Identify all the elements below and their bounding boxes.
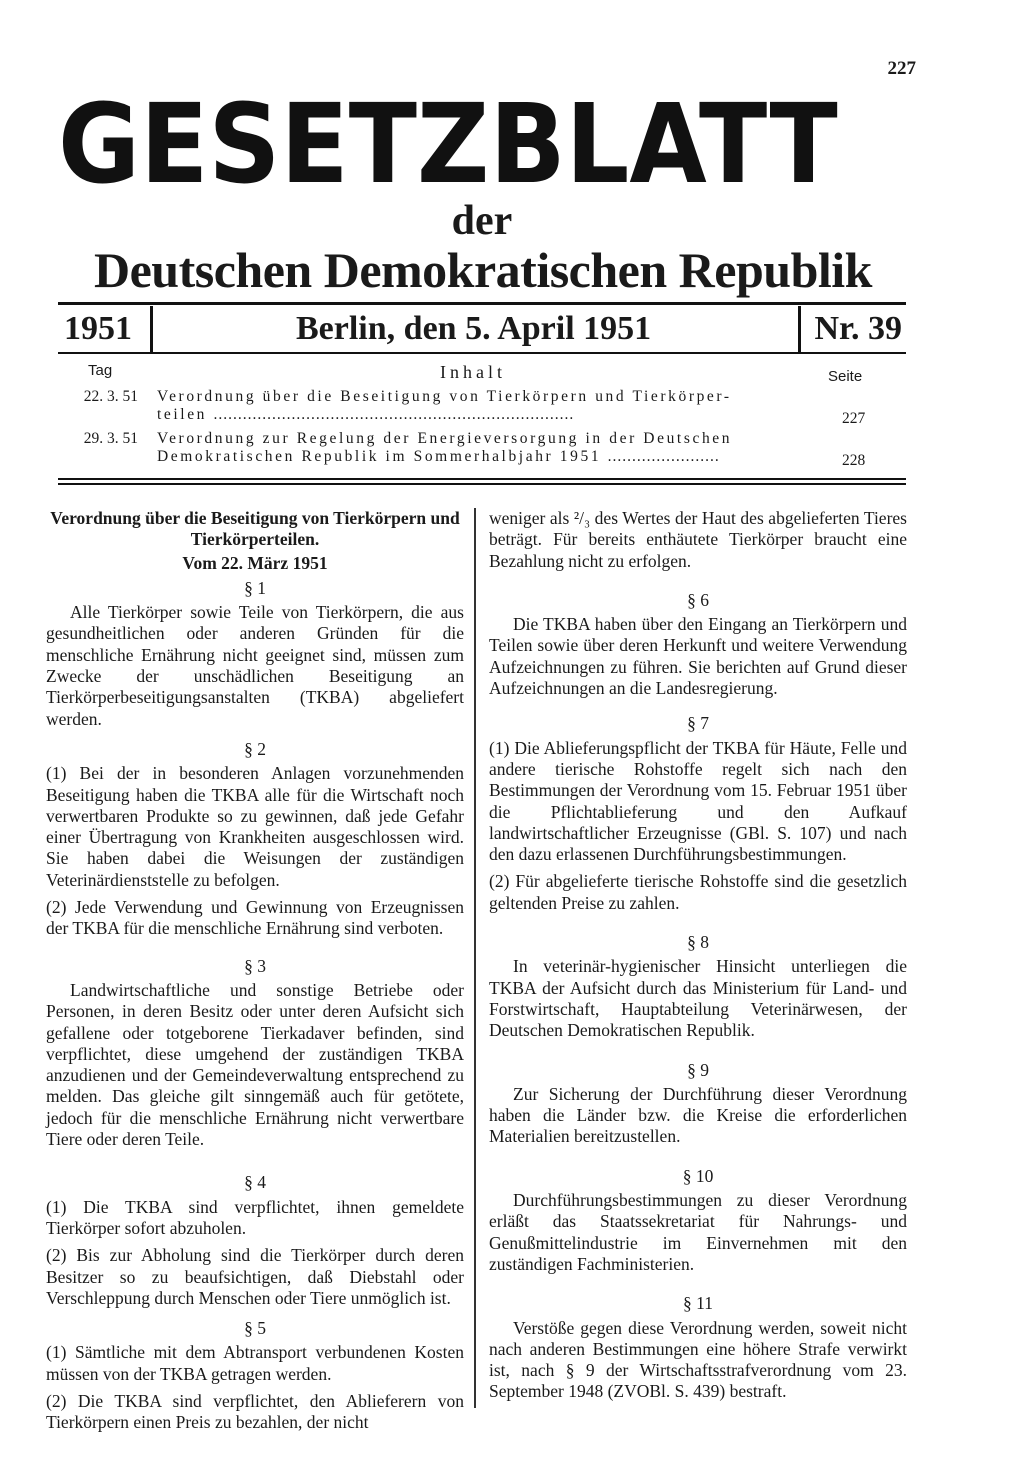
masthead-der: der	[451, 198, 513, 244]
issue-year: 1951	[64, 310, 132, 347]
section-6-paragraph: Die TKBA haben über den Eingang an Tierkörpern und Teilen sowie über deren Herkunft und weitere Verwendung Aufzeichnungen zu führen. Sie berichten auf Grund dieser Aufzeichnungen an die Landesregierung.	[489, 614, 907, 699]
section-2-paragraph-2: (2) Jede Verwendung und Gewinnung von Erzeugnissen der TKBA für die menschliche Ernährung sind verboten.	[46, 897, 464, 939]
toc-heading: Inhalt	[440, 362, 506, 382]
issue-place-date: Berlin, den 5. April 1951	[296, 310, 652, 347]
section-5-paragraph-2: (2) Die TKBA sind verpflichtet, den Ablieferern von Tierkörpern einen Preis zu bezahlen, der nicht	[46, 1390, 464, 1433]
issue-divider-right	[798, 306, 801, 352]
section-2-paragraph-1: (1) Bei der in besonderen Anlagen vorzunehmenden Beseitigung haben die TKBA alle für die Wirtschaft noch verwertbaren Produkte so zu gewinnen, daß jede Gefahr einer Übertragung von Krankheiten ausgeschlossen wird. Sie haben dabei die Weisungen der zuständigen Veterinärdienststelle zu befolgen.	[46, 763, 464, 890]
section-1-paragraph: Alle Tierkörper sowie Teile von Tierkörpern, die aus gesundheitlichen oder anderen Gründen für die menschliche Ernährung nicht geeignet sind, müssen zum Zwecke der unschädlichen Beseitigung an Tierkörperbeseitigungsanstalten (TKBA) abgeliefert werden.	[46, 602, 464, 729]
section-5-paragraph-1: (1) Sämtliche mit dem Abtransport verbundenen Kosten müssen von der TKBA getragen werden.	[46, 1342, 464, 1384]
section-4-paragraph-1: (1) Die TKBA sind verpflichtet, ihnen gemeldete Tierkörper sofort abzuholen.	[46, 1196, 464, 1238]
toc-entry-date: 22. 3. 51	[83, 388, 138, 405]
section-3-mark: § 3	[244, 955, 266, 976]
issue-divider-left	[150, 306, 153, 352]
issue-bar	[58, 306, 906, 354]
section-4-mark: § 4	[244, 1172, 266, 1193]
decree-title: Verordnung über die Beseitigung von Tierkörpern und Tierkörperteilen.	[50, 508, 460, 550]
section-7-paragraph-2: (2) Für abgelieferte tierische Rohstoffe sind die gesetzlich geltenden Preise zu zahlen.	[489, 871, 907, 913]
left-column	[46, 508, 464, 1434]
section-2-mark: § 2	[244, 738, 266, 759]
toc-rule-2	[58, 483, 906, 485]
section-1-mark: § 1	[244, 577, 266, 598]
section-4-paragraph-2: (2) Bis zur Abholung sind die Tierkörper durch deren Besitzer so zu beaufsichtigen, daß Diebstahl oder Verschleppung durch Menschen oder Tiere unmöglich ist.	[46, 1245, 464, 1308]
right-column	[489, 508, 907, 1403]
page-number: 227	[887, 58, 916, 79]
toc-rule-1	[58, 478, 906, 480]
decree-date: Vom 22. März 1951	[182, 552, 328, 573]
section-8-mark: § 8	[687, 932, 709, 953]
section-10-paragraph: Durchführungsbestimmungen zu dieser Verordnung erläßt das Staatssekretariat für Nahrungs- und Genußmittelindustrie im Einvernehmen mit den zuständigen Fachministerien.	[489, 1190, 907, 1274]
header-rule-top	[58, 302, 906, 305]
section-10-mark: § 10	[682, 1165, 714, 1186]
masthead-title: GESETZBLATT	[58, 79, 838, 209]
section-11-paragraph: Verstöße gegen diese Verordnung werden, soweit nicht nach anderen Bestimmungen eine höhere Strafe verwirkt ist, nach § 9 der Wirtschaftsstrafverordnung vom 23. September 1948 (ZVOBl. S. 439) bestraft.	[489, 1317, 907, 1402]
section-9-mark: § 9	[687, 1059, 709, 1080]
section-3-paragraph: Landwirtschaftliche und sonstige Betriebe oder Personen, in deren Besitz oder unter deren Aufsicht sich gefallene oder totgeborene Tierkadaver befinden, sind verpflichtet, diese umgehend der zuständigen TKBA anzudienen und der Gemeindeverwaltung entsprechend zu melden. Das gleiche gilt sinngemäß auch für getötete, jedoch für die menschliche Ernährung nicht verwertbare Tiere oder deren Teile.	[46, 979, 464, 1150]
section-9-paragraph: Zur Sicherung der Durchführung dieser Verordnung haben die Länder bzw. die Kreise die erforderlichen Materialien bereitzustellen.	[489, 1083, 907, 1147]
section-6-mark: § 6	[687, 589, 709, 610]
toc-day-header: Tag	[88, 362, 113, 379]
toc-entry-title: Verordnung über die Beseitigung von Tierkörpern und Tierkörper- teilen ..........................................................................	[157, 388, 732, 423]
toc-entry-date: 29. 3. 51	[83, 430, 138, 447]
section-11-mark: § 11	[683, 1293, 713, 1314]
section-7-mark: § 7	[687, 713, 709, 734]
section-8-paragraph: In veterinär-hygienischer Hinsicht unterliegen die TKBA der Aufsicht durch das Ministerium für Land- und Forstwirtschaft, Hauptabteilung Veterinärwesen, der Deutschen Demokratischen Republik.	[489, 956, 907, 1041]
header-rule-bottom	[58, 352, 906, 354]
toc-page-header: Seite	[828, 368, 863, 385]
toc-entry-title: Verordnung zur Regelung der Energieversorgung in der Deutschen Demokratischen Republik im Sommerhalbjahr 1951 .......................	[157, 430, 733, 465]
issue-number: Nr. 39	[814, 310, 902, 347]
masthead-republic: Deutschen Demokratischen Republik	[94, 242, 872, 298]
section-5-continuation: weniger als ²/₃ des Wertes der Haut des abgelieferten Tieres beträgt. Für bereits enthäutete Tierkörper braucht eine Bezahlung nicht zu erfolgen.	[489, 508, 907, 571]
toc-entry-page: 228	[842, 452, 866, 469]
section-5-mark: § 5	[244, 1318, 266, 1339]
section-7-paragraph-1: (1) Die Ablieferungspflicht der TKBA für Häute, Felle und andere tierische Rohstoffe regelt sich nach den Bestimmungen der Verordnung vom 15. Februar 1951 über die Pflichtablieferung und den Aufkauf landwirtschaftlicher Erzeugnisse (GBl. S. 107) und nach den dazu erlassenen Durchführungsbestimmungen.	[489, 737, 907, 865]
column-divider	[474, 508, 476, 1408]
toc-entry-page: 227	[842, 410, 866, 427]
